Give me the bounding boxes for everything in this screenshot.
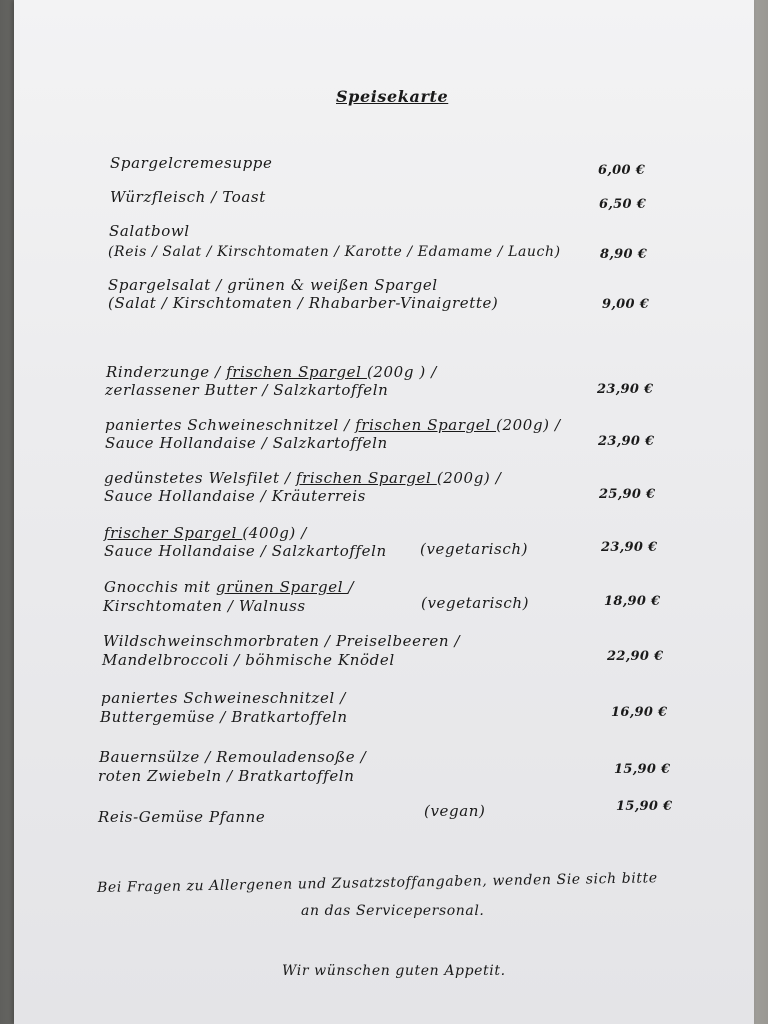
main-6-price: 22,90 € [607, 649, 664, 664]
main-3-text-end: (200g) / [436, 469, 502, 487]
main-1-text-end: (200g ) / [366, 363, 437, 381]
main-4-line1 [104, 524, 307, 542]
main-8-price: 15,90 € [614, 762, 671, 777]
starter-1-name: Spargelcremesuppe [110, 154, 273, 172]
main-7-price: 16,90 € [611, 705, 668, 720]
main-1-text: Rinderzunge / [106, 363, 227, 381]
main-6-line1: Wildschweinschmorbraten / Preiselbeeren / [103, 632, 461, 650]
main-1-price: 23,90 € [597, 382, 654, 397]
main-5-line2: Kirschtomaten / Walnuss [103, 597, 306, 615]
main-2-line2: Sauce Hollandaise / Salzkartoffeln [105, 434, 388, 452]
starter-4-desc: (Salat / Kirschtomaten / Rhabarber-Vinaigrette) [108, 294, 499, 312]
starter-3-desc: (Reis / Salat / Kirschtomaten / Karotte / Edamame / Lauch) [108, 244, 561, 260]
main-3-price: 25,90 € [599, 487, 656, 502]
main-2-price: 23,90 € [598, 434, 655, 449]
main-6-line2: Mandelbroccoli / böhmische Knödel [102, 651, 395, 669]
main-4-underlined: frischer Spargel [104, 524, 243, 542]
main-4-line2: Sauce Hollandaise / Salzkartoffeln [104, 542, 387, 560]
main-3-line2: Sauce Hollandaise / Kräuterreis [104, 487, 366, 505]
main-8-line1: Bauernsülze / Remouladensoße / [99, 748, 367, 766]
main-5-underlined: grünen Spargel [216, 578, 349, 596]
main-2-line1 [105, 416, 561, 434]
main-3-line1 [104, 469, 501, 487]
main-5-line1 [104, 578, 354, 596]
main-2-text-end: (200g) / [496, 416, 561, 434]
main-9-price: 15,90 € [616, 799, 673, 814]
closing-note: Wir wünschen guten Appetit. [282, 963, 506, 979]
main-3-text: gedünstetes Welsfilet / [104, 469, 296, 487]
main-4-price: 23,90 € [601, 540, 658, 555]
main-3-underlined: frischen Spargel [295, 469, 437, 487]
main-2-underlined: frischen Spargel [355, 416, 497, 434]
main-5-text-end: / [348, 578, 355, 596]
allergen-note-line1: Bei Fragen zu Allergenen und Zusatzstoffangaben, wenden Sie sich bitte [96, 870, 658, 896]
main-1-line1 [106, 363, 437, 381]
main-7-line2: Buttergemüse / Bratkartoffeln [100, 708, 348, 726]
main-5-tag: (vegetarisch) [421, 594, 530, 612]
main-1-underlined: frischen Spargel [226, 363, 367, 381]
starter-1-price: 6,00 € [598, 163, 646, 178]
starter-4-name: Spargelsalat / grünen & weißen Spargel [108, 276, 438, 294]
starter-4-price: 9,00 € [602, 297, 650, 312]
allergen-note-line2: an das Servicepersonal. [301, 903, 485, 919]
main-4-tag: (vegetarisch) [420, 540, 529, 558]
main-9-tag: (vegan) [424, 802, 486, 820]
starter-2-name: Würzfleisch / Toast [110, 188, 266, 206]
main-5-text: Gnocchis mit [104, 578, 217, 596]
main-7-line1: paniertes Schweineschnitzel / [101, 689, 346, 707]
main-4-text-end: (400g) / [242, 524, 307, 542]
main-2-text: paniertes Schweineschnitzel / [105, 416, 356, 434]
starter-2-price: 6,50 € [599, 197, 647, 212]
main-1-line2: zerlassener Butter / Salzkartoffeln [105, 381, 389, 399]
main-9-line1: Reis-Gemüse Pfanne [98, 808, 266, 826]
starter-3-name: Salatbowl [109, 222, 190, 240]
menu-title: Speisekarte [336, 87, 449, 106]
starter-3-price: 8,90 € [600, 247, 648, 262]
main-8-line2: roten Zwiebeln / Bratkartoffeln [98, 767, 355, 785]
main-5-price: 18,90 € [604, 594, 661, 609]
